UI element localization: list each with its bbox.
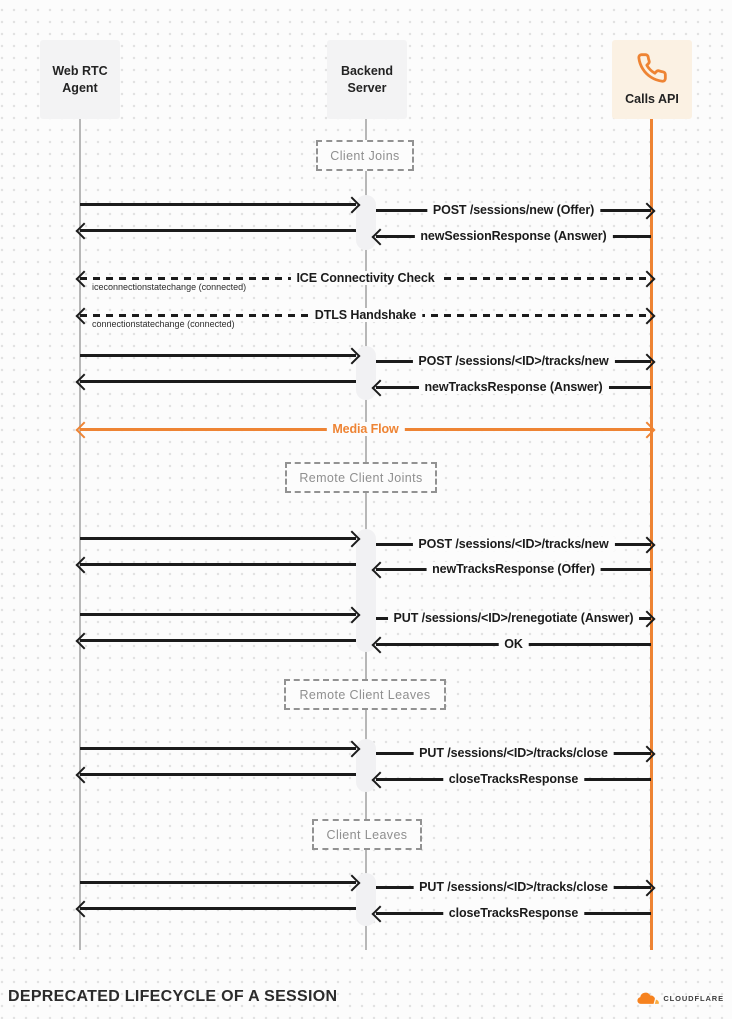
actor-label-line: Agent (62, 80, 98, 95)
arrow-response (80, 639, 356, 642)
arrow-bidirectional-dashed (80, 308, 651, 323)
actor-label-line: Server (347, 80, 387, 95)
message-label: PUT /sessions/<ID>/tracks/close (413, 746, 614, 760)
actor-backend-server (327, 40, 407, 119)
arrow-response (376, 637, 651, 652)
section-label: Remote Client Leaves (299, 687, 431, 702)
arrow-response (376, 229, 651, 244)
arrow-request (80, 354, 356, 357)
section-label: Client Leaves (326, 827, 408, 842)
arrow-request (376, 880, 651, 895)
arrow-response (376, 906, 651, 921)
message-label: newSessionResponse (Answer) (414, 229, 612, 243)
lifeline-calls-api (650, 119, 653, 950)
message-label: ICE Connectivity Check (290, 271, 440, 285)
arrow-request (80, 537, 356, 540)
message-label: Media Flow (326, 422, 404, 436)
message-label: newTracksResponse (Offer) (426, 562, 601, 576)
actor-webrtc-agent (40, 40, 120, 119)
event-annotation: iceconnectionstatechange (connected) (92, 282, 247, 292)
section-label: Remote Client Joints (299, 470, 423, 485)
activation-bar (356, 529, 376, 652)
message-label: PUT /sessions/<ID>/renegotiate (Answer) (388, 611, 640, 625)
cloudflare-cloud-icon (637, 992, 660, 1005)
section-client-joins (316, 140, 414, 171)
arrow-response (80, 380, 356, 383)
arrow-request (376, 537, 651, 552)
actor-label: Calls API (625, 91, 679, 106)
arrow-response (80, 907, 356, 910)
arrow-response (80, 773, 356, 776)
actor-label-line: Backend (340, 63, 394, 78)
section-remote-client-joints (285, 462, 437, 493)
message-label: POST /sessions/new (Offer) (427, 203, 600, 217)
arrow-media-flow (80, 422, 651, 437)
section-remote-client-leaves (284, 679, 446, 710)
arrow-request (80, 881, 356, 884)
lifeline-webrtc-agent (79, 119, 81, 950)
arrow-request (376, 354, 651, 369)
cloudflare-logo (637, 990, 724, 1006)
arrow-response (376, 380, 651, 395)
arrow-request (80, 613, 356, 616)
message-label: DTLS Handshake (309, 308, 422, 322)
arrow-request (376, 611, 651, 626)
message-label: POST /sessions/<ID>/tracks/new (412, 537, 614, 551)
message-label: OK (498, 637, 529, 651)
arrow-request (80, 747, 356, 750)
event-annotation: connectionstatechange (connected) (92, 319, 235, 329)
arrow-bidirectional-dashed (80, 271, 651, 286)
cloudflare-wordmark: CLOUDFLARE (663, 993, 724, 1003)
arrow-request (80, 203, 356, 206)
section-label: Client Joins (330, 148, 400, 163)
message-label: PUT /sessions/<ID>/tracks/close (413, 880, 614, 894)
section-client-leaves (312, 819, 422, 850)
message-label: POST /sessions/<ID>/tracks/new (412, 354, 614, 368)
arrow-response (376, 772, 651, 787)
message-label: closeTracksResponse (443, 772, 584, 786)
arrow-request (376, 203, 651, 218)
arrow-response (80, 563, 356, 566)
message-label: closeTracksResponse (443, 906, 584, 920)
message-label: newTracksResponse (Answer) (418, 380, 608, 394)
arrow-request (376, 746, 651, 761)
arrow-response (376, 562, 651, 577)
diagram-title: DEPRECATED LIFECYCLE OF A SESSION (8, 988, 338, 1005)
actor-calls-api (612, 40, 692, 119)
arrow-response (80, 229, 356, 232)
actor-label-line: Web RTC (52, 63, 108, 78)
phone-icon (636, 52, 668, 84)
